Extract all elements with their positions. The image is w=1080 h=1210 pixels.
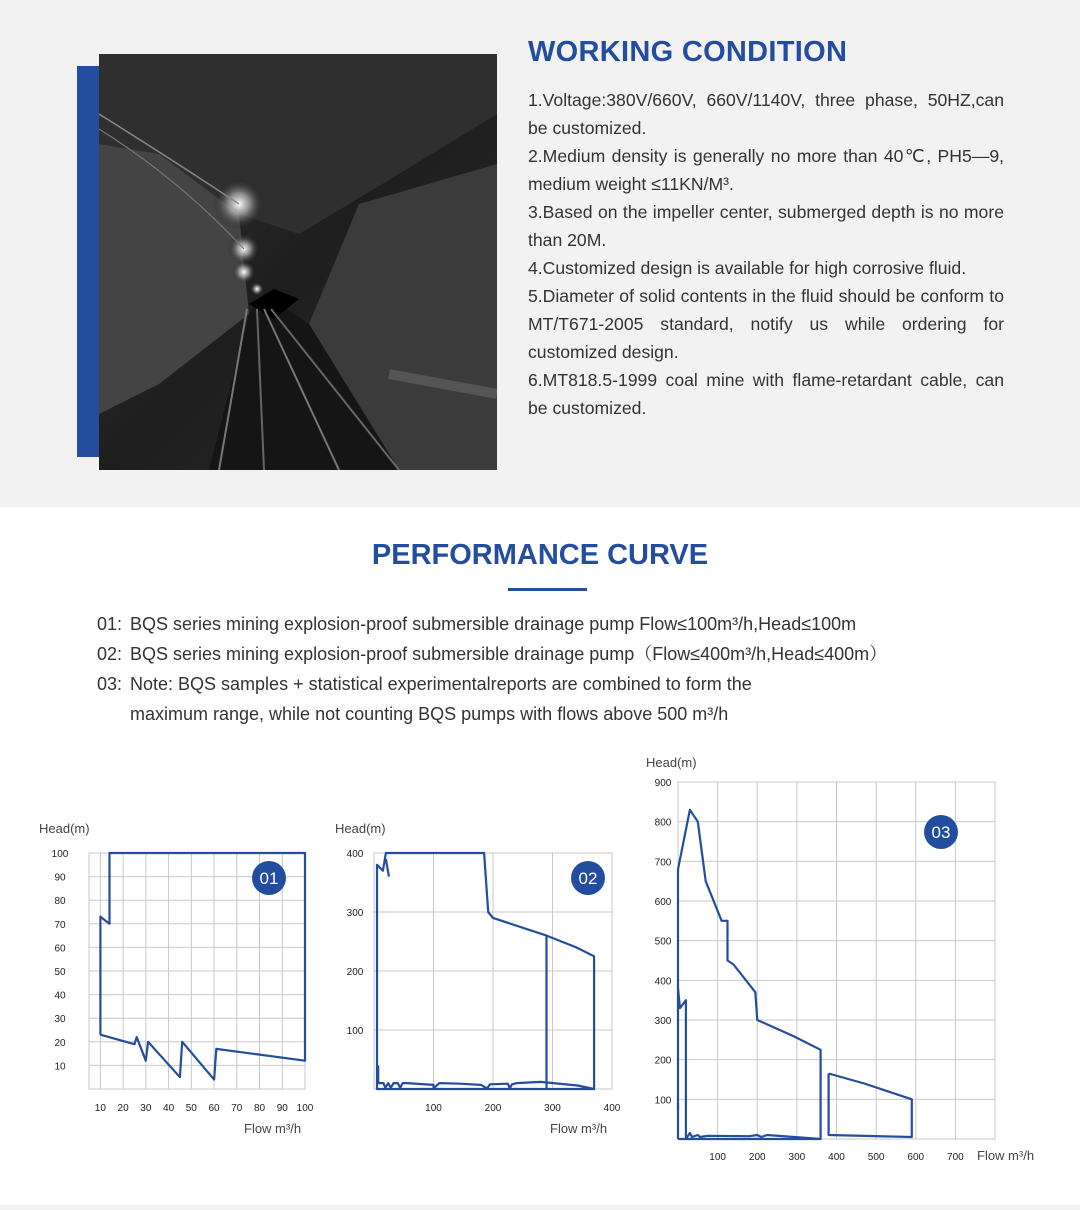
y-tick-label: 100 bbox=[346, 1026, 364, 1037]
x-axis-label: Flow m³/h bbox=[550, 1121, 608, 1136]
x-tick-label: 20 bbox=[117, 1103, 129, 1114]
y-tick-label: 100 bbox=[51, 849, 69, 860]
x-tick-label: 30 bbox=[140, 1103, 152, 1114]
y-axis-label: Head(m) bbox=[335, 821, 386, 836]
x-tick-label: 100 bbox=[296, 1103, 314, 1114]
x-tick-label: 10 bbox=[94, 1103, 106, 1114]
condition-item: 6.MT818.5-1999 coal mine with flame-retardant cable, can be customized. bbox=[528, 370, 1004, 418]
condition-item: 4.Customized design is available for high corrosive fluid. bbox=[528, 258, 967, 278]
condition-item: 1.Voltage:380V/660V, 660V/1140V, three phase, 50HZ,can be customized. bbox=[528, 90, 1004, 138]
y-axis-label: Head(m) bbox=[39, 821, 90, 836]
working-condition-title: WORKING CONDITION bbox=[528, 36, 848, 68]
y-tick-label: 10 bbox=[54, 1061, 66, 1073]
y-tick-label: 30 bbox=[54, 1014, 66, 1026]
y-tick-label: 200 bbox=[654, 1055, 672, 1067]
x-tick-label: 40 bbox=[163, 1103, 175, 1114]
note-text: Note: BQS samples + statistical experimentalreports are combined to form the bbox=[130, 674, 752, 694]
x-tick-label: 100 bbox=[709, 1152, 726, 1163]
note-text: BQS series mining explosion-proof submersible drainage pump Flow≤100m³/h,Head≤100m bbox=[130, 614, 857, 634]
y-tick-label: 50 bbox=[54, 967, 66, 978]
y-tick-label: 300 bbox=[346, 908, 364, 919]
chart-badge-label: 02 bbox=[578, 869, 598, 888]
y-tick-label: 400 bbox=[346, 849, 364, 860]
note-text: maximum range, while not counting BQS pumps with flows above 500 m³/h bbox=[130, 704, 729, 724]
x-tick-label: 50 bbox=[185, 1103, 197, 1114]
condition-item: 5.Diameter of solid contents in the fluid should be conform to MT/T671-2005 standard, notify us while ordering for customized design. bbox=[528, 286, 1004, 362]
y-tick-label: 700 bbox=[654, 857, 672, 869]
x-tick-label: 400 bbox=[828, 1152, 845, 1163]
x-tick-label: 600 bbox=[907, 1152, 925, 1163]
x-tick-label: 60 bbox=[208, 1103, 220, 1114]
x-tick-label: 90 bbox=[276, 1103, 288, 1114]
y-tick-label: 100 bbox=[654, 1095, 672, 1107]
y-tick-label: 300 bbox=[654, 1016, 672, 1027]
y-axis-label: Head(m) bbox=[646, 755, 697, 770]
note-number: 01: bbox=[97, 614, 123, 634]
y-tick-label: 800 bbox=[654, 817, 672, 829]
performance-curve-title: PERFORMANCE CURVE bbox=[371, 539, 709, 571]
y-tick-label: 90 bbox=[54, 872, 66, 884]
x-tick-label: 400 bbox=[603, 1103, 621, 1114]
y-tick-label: 600 bbox=[654, 897, 672, 908]
chart-badge-label: 03 bbox=[931, 823, 951, 842]
note-number: 02: bbox=[97, 644, 123, 664]
x-tick-label: 200 bbox=[484, 1103, 502, 1114]
y-tick-label: 400 bbox=[654, 976, 672, 988]
y-tick-label: 40 bbox=[54, 990, 66, 1002]
y-tick-label: 20 bbox=[54, 1037, 66, 1049]
x-tick-label: 200 bbox=[748, 1152, 766, 1163]
x-tick-label: 70 bbox=[231, 1103, 243, 1114]
condition-item: 3.Based on the impeller center, submerged depth is no more than 20M. bbox=[528, 202, 1004, 250]
y-tick-label: 200 bbox=[346, 967, 364, 978]
y-tick-label: 900 bbox=[654, 778, 672, 789]
x-tick-label: 500 bbox=[867, 1152, 885, 1163]
x-tick-label: 300 bbox=[544, 1103, 561, 1114]
x-tick-label: 80 bbox=[253, 1103, 266, 1114]
chart-badge-label: 01 bbox=[259, 869, 279, 888]
note-number: 03: bbox=[97, 674, 123, 694]
condition-item: 2.Medium density is generally no more than 40℃, PH5—9, medium weight ≤11KN/M³. bbox=[528, 146, 1004, 194]
y-tick-label: 80 bbox=[54, 896, 66, 908]
x-axis-label: Flow m³/h bbox=[977, 1148, 1035, 1163]
x-axis-label: Flow m³/h bbox=[244, 1121, 302, 1136]
y-tick-label: 500 bbox=[654, 936, 672, 948]
x-tick-label: 100 bbox=[425, 1103, 442, 1114]
y-tick-label: 60 bbox=[54, 943, 66, 955]
bottom-strip bbox=[0, 1205, 1080, 1210]
note-text: BQS series mining explosion-proof submersible drainage pump（Flow≤400m³/h,Head≤400m） bbox=[130, 644, 888, 664]
y-tick-label: 70 bbox=[54, 919, 66, 931]
x-tick-label: 700 bbox=[947, 1152, 964, 1163]
x-tick-label: 300 bbox=[788, 1152, 806, 1163]
